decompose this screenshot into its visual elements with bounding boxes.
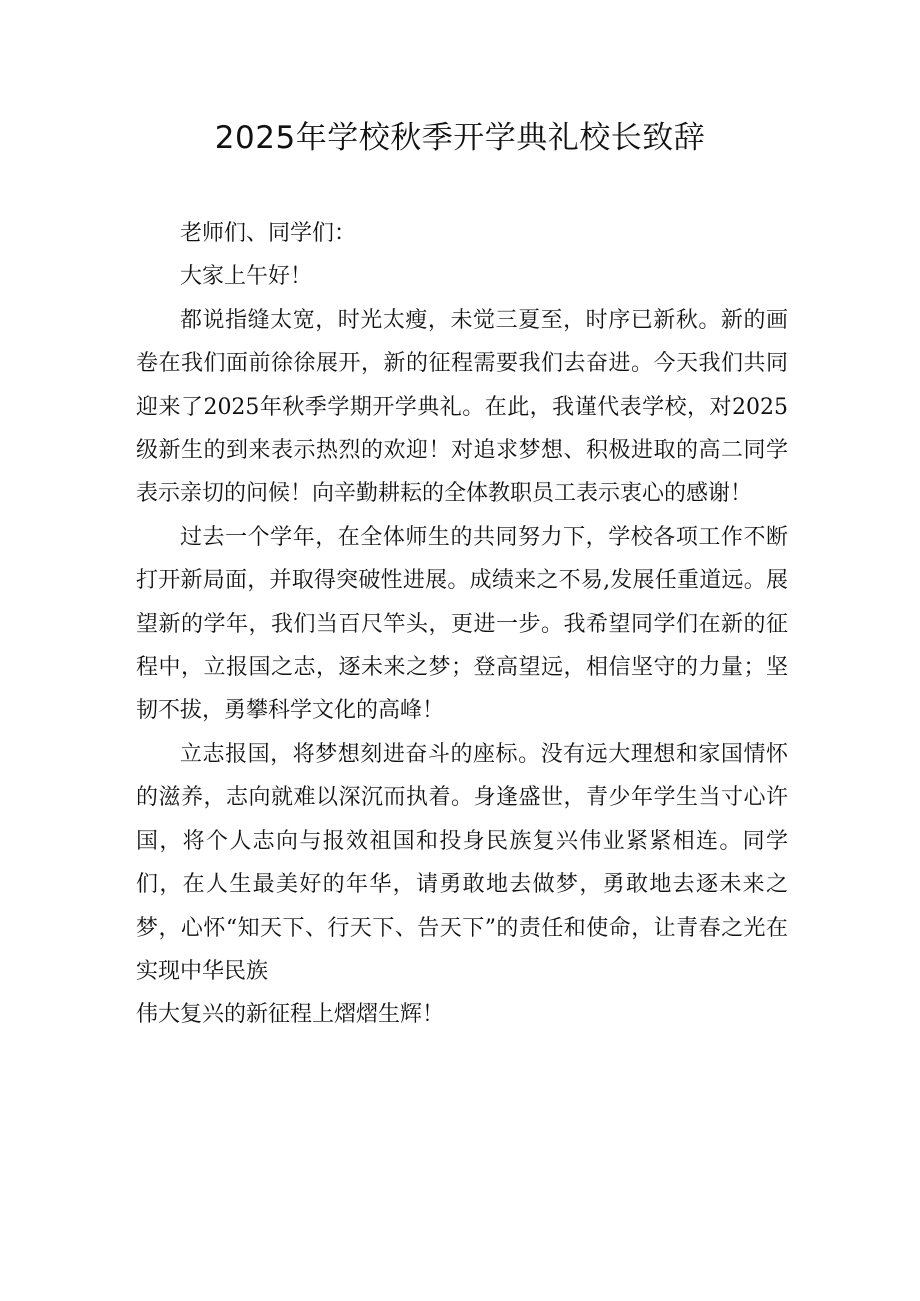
paragraph-1: 都说指缝太宽，时光太瘦，未觉三夏至，时序已新秋。新的画卷在我们面前徐徐展开，新的征程需要我们去奋进。今天我们共同迎来了2025年秋季学期开学典礼。在此，我谨代表学校，对2025级新生的到来表示热烈的欢迎！对追求梦想、积极进取的高二同学表示亲切的问候！向辛勤耕耘的全体教职员工表示衷心的感谢！ xyxy=(136,307,788,507)
document-body xyxy=(136,212,788,1037)
paragraph-3: 立志报国，将梦想刻进奋斗的座标。没有远大理想和家国情怀的滋养，志向就难以深沉而执着。身逢盛世，青少年学生当寸心许国，将个人志向与报效祖国和投身民族复兴伟业紧紧相连。同学们，在人生最美好的年华，请勇敢地去做梦，勇敢地去逐未来之梦，心怀“知天下、行天下、告天下”的责任和使命，让青春之光在实现中华民族 xyxy=(136,741,788,984)
closing-line: 伟大复兴的新征程上熠熠生辉！ xyxy=(136,1002,445,1028)
salutation: 老师们、同学们： xyxy=(180,221,357,246)
greeting: 大家上午好！ xyxy=(180,264,313,290)
document-title: 2025年学校秋季开学典礼校长致辞 xyxy=(214,120,706,156)
paragraph-2: 过去一个学年，在全体师生的共同努力下，学校各项工作不断打开新局面，并取得突破性进展。成绩来之不易,发展任重道远。展望新的学年，我们当百尺竿头，更进一步。我希望同学们在新的征程中，立报国之志，逐未来之梦；登高望远，相信坚守的力量；坚韧不拔，勇攀科学文化的高峰！ xyxy=(136,524,788,724)
